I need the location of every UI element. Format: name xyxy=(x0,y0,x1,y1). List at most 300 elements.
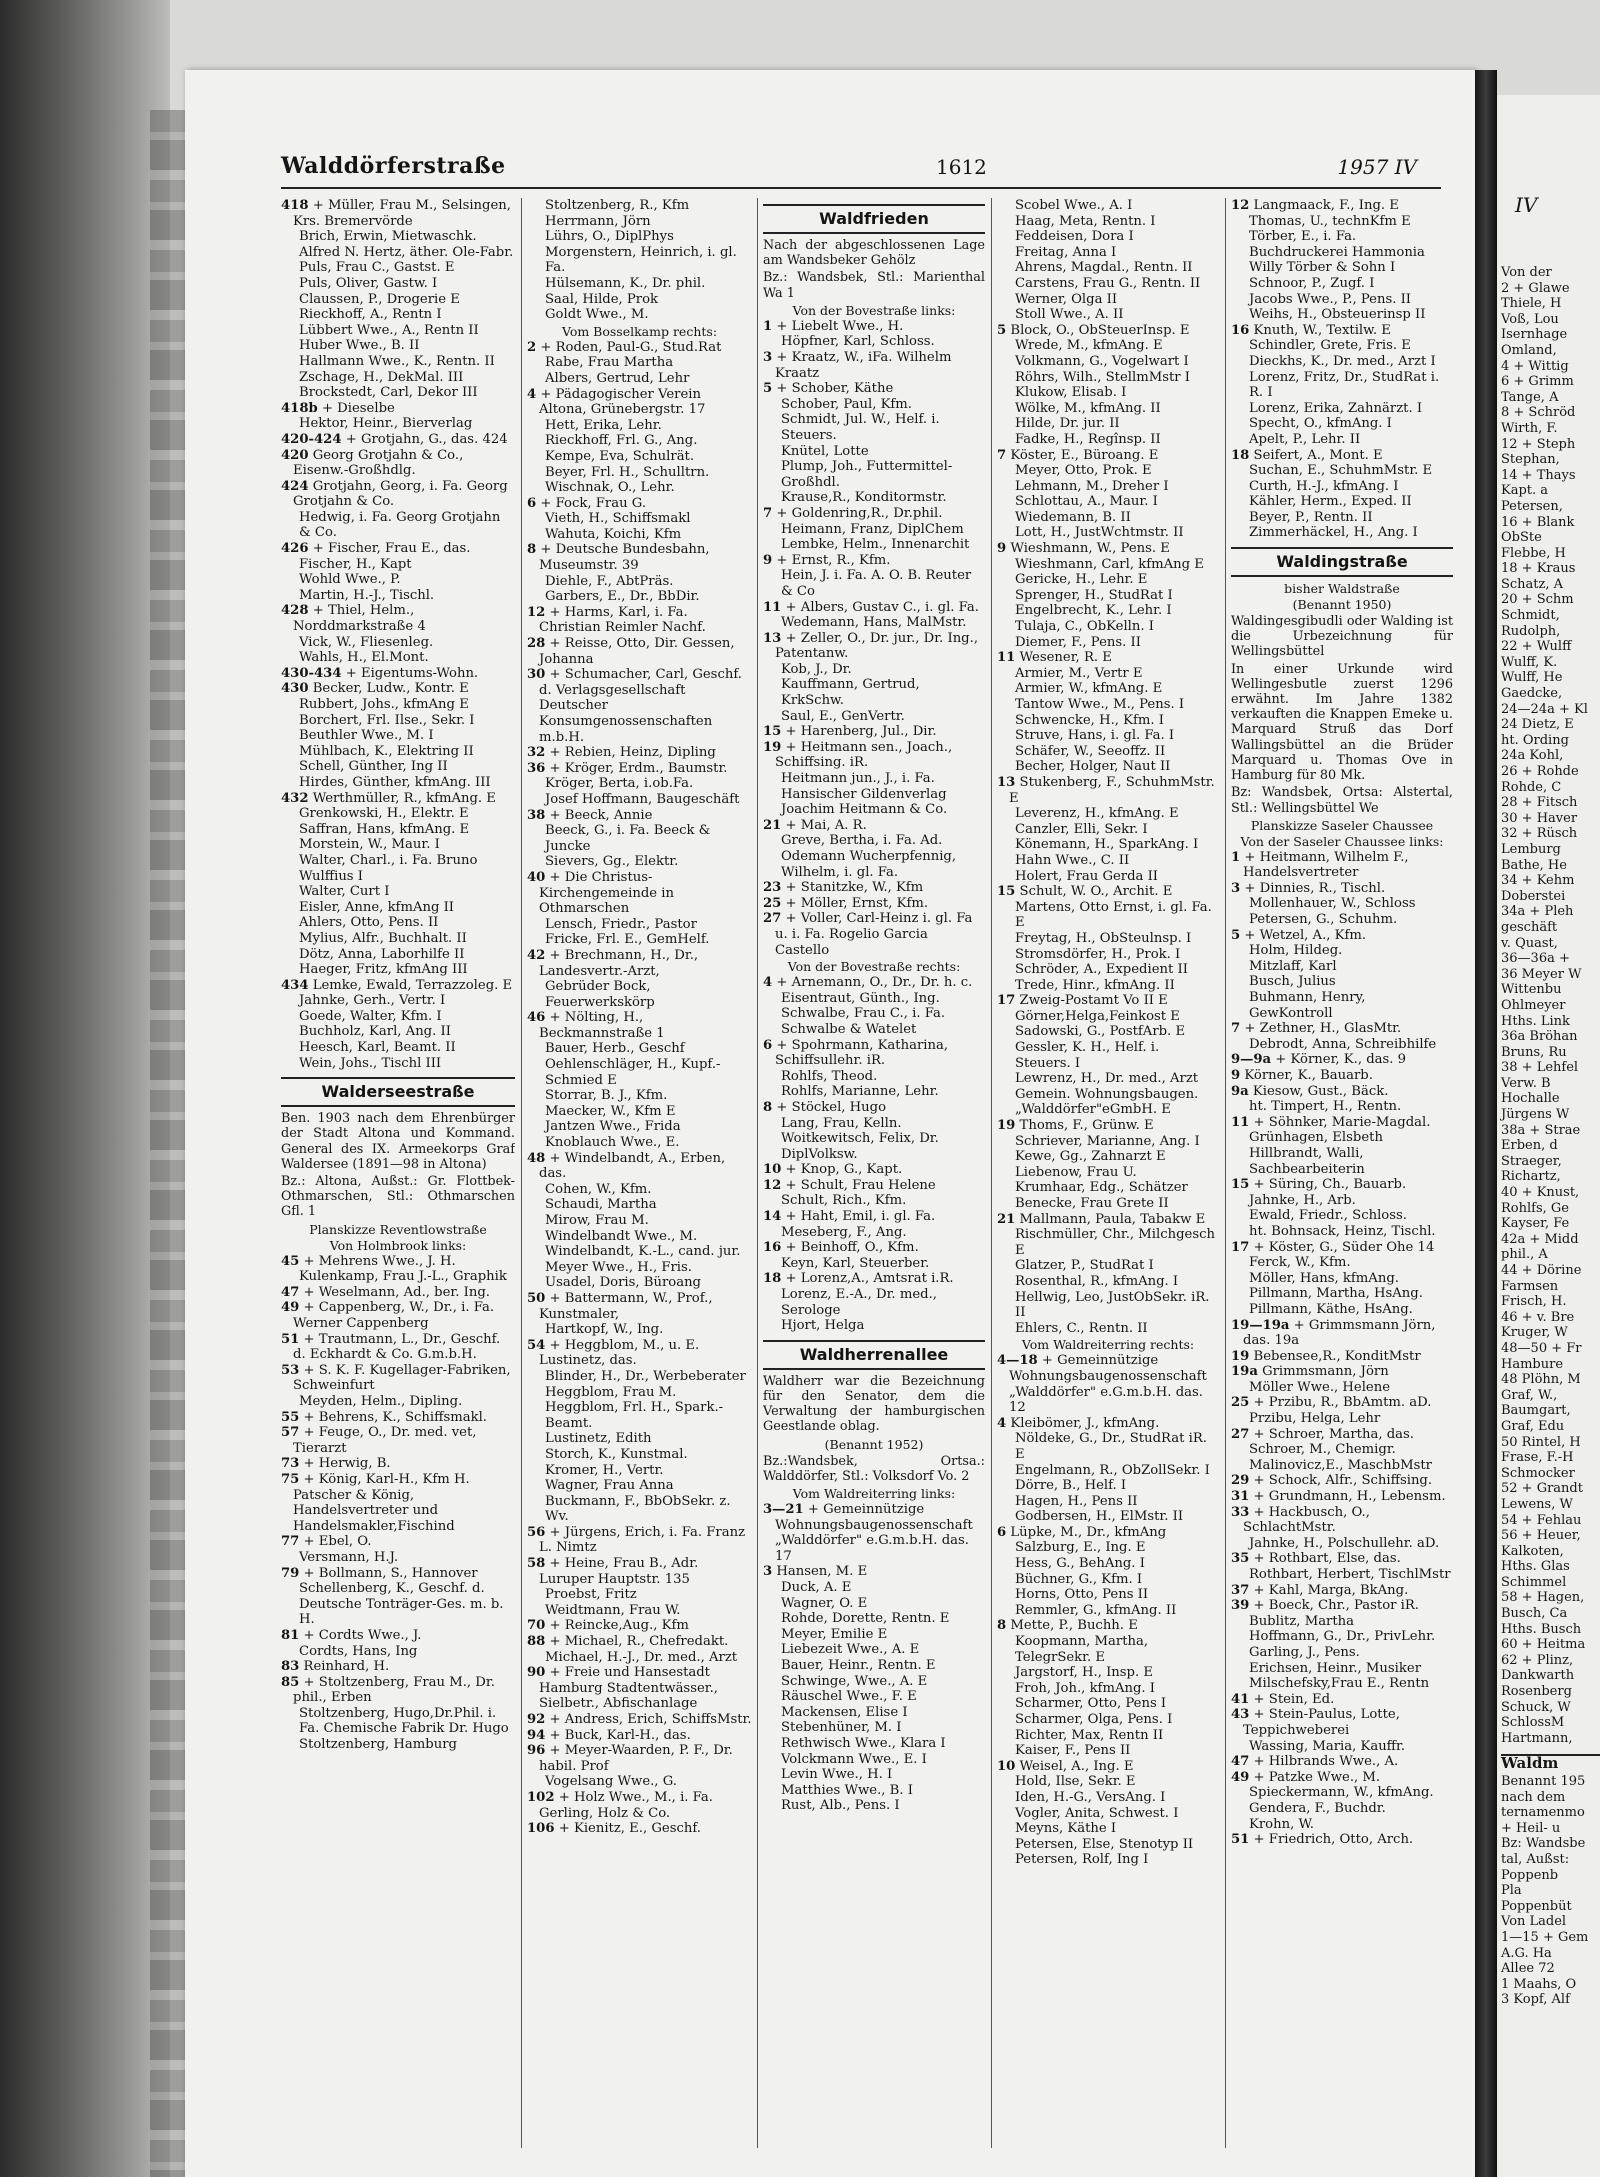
resident-entry: Petersen, G., Schuhm. xyxy=(1249,912,1398,928)
street-note: Waldherr war die Bezeichnung für den Senator, dem die Verwaltung der hamburgischen Geestlande oblag. xyxy=(763,1373,985,1435)
adjacent-page-header: IV xyxy=(1515,193,1538,217)
resident-entry: Weihs, H., Obsteuerinsp II xyxy=(1249,307,1426,323)
resident-entry: Apelt, P., Lehr. II xyxy=(1249,431,1361,447)
adjacent-page-line: 42a + Midd xyxy=(1501,1231,1579,1247)
resident-entry: Ahlers, Otto, Pens. II xyxy=(299,915,439,931)
adjacent-page-line: 52 + Grandt xyxy=(1501,1481,1583,1497)
adjacent-page-line: 8 + Schröd xyxy=(1501,405,1576,421)
house-number-entry: 21 + Mai, A. R. xyxy=(763,817,867,833)
resident-entry: Kromer, H., Vertr. xyxy=(545,1462,664,1478)
house-number-entry: 46 + Nölting, H., Beckmannstraße 1 xyxy=(527,1010,665,1041)
resident-entry: Alfred N. Hertz, äther. Ole-Fabr. xyxy=(299,244,514,260)
house-number-entry: 49 + Cappenberg, W., Dr., i. Fa. Werner Cappenberg xyxy=(281,1300,495,1332)
resident-entry: Vieth, H., Schiffsmakl xyxy=(545,511,691,527)
page-header xyxy=(281,153,1441,189)
resident-entry: Pillmann, Martha, HsAng. xyxy=(1249,1286,1423,1302)
resident-entry: Diehle, F., AbtPräs. xyxy=(545,573,674,589)
resident-entry: Mylius, Alfr., Buchhalt. II xyxy=(299,930,467,946)
resident-entry: Spieckermann, W., kfmAng. xyxy=(1249,1785,1434,1801)
house-number: 70 xyxy=(527,1618,546,1634)
adjacent-page-line: Petersen, xyxy=(1501,498,1563,514)
resident-entry: Holert, Frau Gerda II xyxy=(1015,868,1159,884)
resident-entry: Hedwig, i. Fa. Georg Grotjahn & Co. xyxy=(299,509,501,541)
resident-entry: Sprenger, H., StudRat I xyxy=(1015,587,1173,603)
adjacent-page-line: 30 + Haver xyxy=(1501,810,1578,826)
adjacent-page-line: phil., A xyxy=(1501,1247,1548,1263)
house-number: 19 xyxy=(997,1118,1016,1134)
adjacent-page-line: 2 + Glawe xyxy=(1501,280,1570,296)
house-number-entry: 8 Mette, P., Buchh. E xyxy=(997,1618,1138,1634)
resident-entry: Schellenberg, K., Geschf. d. Deutsche Tonträger-Ges. m. b. H. xyxy=(299,1581,504,1628)
resident-entry: ht. Bohnsack, Heinz, Tischl. xyxy=(1249,1223,1436,1239)
house-number: 1 xyxy=(763,318,773,334)
adjacent-page-line: 6 + Grimm xyxy=(1501,374,1574,390)
resident-entry: Stebenhüner, M. I xyxy=(781,1720,902,1736)
house-number-entry: 14 + Haht, Emil, i. gl. Fa. xyxy=(763,1209,936,1225)
house-number: 25 xyxy=(1231,1395,1250,1411)
resident-entry: Ahrens, Magdal., Rentn. II xyxy=(1015,260,1193,276)
adjacent-page-line: 12 + Steph xyxy=(1501,436,1576,452)
house-number: 7 xyxy=(997,447,1007,463)
house-number-entry: 96 + Meyer-Waarden, P. F., Dr. habil. Prof xyxy=(527,1743,733,1774)
adjacent-page-line: 32 + Rüsch xyxy=(1501,826,1578,842)
house-number: 5 xyxy=(1231,927,1241,943)
house-number-entry: 6 + Spohrmann, Katharina, Schiffsullehr. iR. xyxy=(763,1037,949,1069)
resident-entry: Ferck, W., Kfm. xyxy=(1249,1255,1351,1271)
house-number-entry: 4—18 + Gemeinnützige Wohnungsbaugenossenschaft „Walddörfer" e.G.m.b.H. das. 12 xyxy=(997,1353,1207,1416)
resident-entry: Maecker, W., Kfm E xyxy=(545,1103,676,1119)
resident-entry: Puls, Frau C., Gastst. E xyxy=(299,260,455,276)
house-number-entry: 23 + Stanitzke, W., Kfm xyxy=(763,880,924,896)
street-note: Nach der abgeschlossenen Lage am Wandsbeker Gehölz xyxy=(763,238,985,269)
adjacent-page-line: 60 + Heitma xyxy=(1501,1637,1586,1653)
house-number: 5 xyxy=(997,322,1007,338)
resident-entry: Saul, E., GenVertr. xyxy=(781,708,905,724)
resident-entry: Kaiser, F., Pens II xyxy=(1015,1743,1131,1759)
house-number: 16 xyxy=(763,1240,782,1256)
directory-column-3 xyxy=(763,198,985,2148)
resident-entry: Windelbandt, K.-L., cand. jur. xyxy=(545,1244,741,1260)
resident-entry: Wölke, M., kfmAng. II xyxy=(1015,400,1161,416)
house-number-entry: 5 + Wetzel, A., Kfm. xyxy=(1231,927,1367,943)
house-number: 28 xyxy=(527,636,546,652)
house-number-entry: 27 + Voller, Carl-Heinz i. gl. Fa u. i. Fa. Rogelio Garcia Castello xyxy=(763,911,973,958)
resident-entry: Lang, Frau, Kelln. xyxy=(781,1115,902,1131)
house-number-entry: 1 + Liebelt Wwe., H. xyxy=(763,318,904,334)
section-subheading: (Benannt 1950) xyxy=(1292,597,1392,613)
resident-entry: Koopmann, Martha, TelegrSekr. E xyxy=(1015,1634,1149,1665)
resident-entry: Huber Wwe., B. II xyxy=(299,338,420,354)
resident-entry: Rothbart, Herbert, TischlMstr xyxy=(1249,1567,1451,1583)
house-number-entry: 30 + Schumacher, Carl, Geschf. d. Verlagsgesellschaft Deutscher Konsumgenossenschaften m.b.H. xyxy=(527,667,742,745)
street-note: Bz.: Altona, Außst.: Gr. Flottbek-Othmarschen, Stl.: Othmarschen Gfl. 1 xyxy=(281,1174,515,1220)
adjacent-page-line: ObSte xyxy=(1501,530,1542,546)
resident-entry: Hartkopf, W., Ing. xyxy=(545,1322,664,1338)
adjacent-page-line: 50 Rintel, H xyxy=(1501,1434,1581,1450)
adjacent-page-line: Voß, Lou xyxy=(1501,311,1559,327)
adjacent-page-line: 38a + Strae xyxy=(1501,1122,1581,1138)
resident-entry: Kähler, Herm., Exped. II xyxy=(1249,494,1412,510)
adjacent-page-line: Hths. Busch xyxy=(1501,1621,1582,1637)
house-number-entry: 428 + Thiel, Helm., Norddmarkstraße 4 xyxy=(281,603,426,635)
resident-entry: ht. Timpert, H., Rentn. xyxy=(1249,1099,1402,1115)
house-number-entry: 420 Georg Grotjahn & Co., Eisenw.-Großhdlg. xyxy=(281,447,464,479)
house-number: 9 xyxy=(763,552,773,568)
adjacent-page-line: 16 + Blank xyxy=(1501,514,1575,530)
house-number: 434 xyxy=(281,977,309,993)
house-number-entry: 33 + Hackbusch, O., SchlachtMstr. xyxy=(1231,1504,1370,1536)
house-number: 96 xyxy=(527,1743,546,1759)
adjacent-page-line: Kayser, Fe xyxy=(1501,1216,1570,1232)
resident-entry: Heimann, Franz, DiplChem xyxy=(781,521,964,537)
house-number-entry: 3 + Dinnies, R., Tischl. xyxy=(1231,880,1386,896)
house-number: 38 xyxy=(527,807,546,823)
resident-entry: Struve, Hans, i. gl. Fa. I xyxy=(1015,728,1175,744)
directory-column-5 xyxy=(1231,198,1453,2148)
street-note: In einer Urkunde wird Wellingesbutle zuerst 1296 erwähnt. Im Jahre 1382 verkauften die Knappen Emeke u. Marquard Struß das Dorf Wallingsbüttel an die Brüder Marquard u. Thomas Ove in Hamburg für 80 Mk. xyxy=(1231,661,1453,784)
resident-entry: Schnoor, P., Zugf. I xyxy=(1249,275,1375,291)
adjacent-page-line: Schmidt, xyxy=(1501,608,1560,624)
resident-entry: Saffran, Hans, kfmAng. E xyxy=(299,821,470,837)
house-number-entry: 50 + Battermann, W., Prof., Kunstmaler, xyxy=(527,1290,713,1322)
house-number: 8 xyxy=(763,1099,773,1115)
house-number-entry: 6 + Fock, Frau G. xyxy=(527,495,647,511)
house-number: 21 xyxy=(763,817,782,833)
house-number: 19 xyxy=(763,739,782,755)
adjacent-page-line: ht. Ording xyxy=(1501,732,1569,748)
resident-entry: Dötz, Anna, Laborhilfe II xyxy=(299,946,465,962)
resident-entry: Liebenow, Frau U. xyxy=(1015,1164,1137,1180)
resident-entry: Matthies Wwe., B. I xyxy=(781,1782,913,1798)
resident-entry: Hilde, Dr. jur. II xyxy=(1015,416,1120,432)
resident-entry: Hess, G., BehAng. I xyxy=(1015,1556,1145,1572)
house-number: 424 xyxy=(281,478,309,494)
resident-entry: Lustinetz, Edith xyxy=(545,1431,652,1447)
house-number-entry: 430 Becker, Ludw., Kontr. E xyxy=(281,681,469,697)
adjacent-page-line: Erben, d xyxy=(1501,1138,1558,1154)
house-number-entry: 27 + Schroer, Martha, das. xyxy=(1231,1426,1414,1442)
resident-entry: Zimmerhäckel, H., Ang. I xyxy=(1249,525,1418,541)
resident-entry: Storch, K., Kunstmal. xyxy=(545,1446,688,1462)
adjacent-page-line: 36—36a + xyxy=(1501,951,1570,967)
house-number-entry: 85 + Stoltzenberg, Frau M., Dr. phil., Erben xyxy=(281,1674,495,1706)
house-number-entry: 70 + Reincke,Aug., Kfm xyxy=(527,1618,689,1634)
resident-entry: Glatzer, P., StudRat I xyxy=(1015,1258,1154,1274)
resident-entry: Hjort, Helga xyxy=(781,1318,865,1334)
adjacent-page-line: Schmocker xyxy=(1501,1465,1575,1481)
adjacent-page-line: Farmsen xyxy=(1501,1278,1559,1294)
resident-entry: Brich, Erwin, Mietwaschk. xyxy=(299,229,477,245)
house-number: 17 xyxy=(997,993,1016,1009)
resident-entry: Volckmann Wwe., E. I xyxy=(781,1751,927,1767)
resident-entry: Morgenstern, Heinrich, i. gl. Fa. xyxy=(545,244,737,276)
adjacent-page-line: 24 Dietz, E xyxy=(1501,717,1574,733)
section-subheading: Von der Bovestraße rechts: xyxy=(787,959,961,975)
house-number-entry: 430-434 + Eigentums-Wohn. xyxy=(281,665,479,681)
resident-entry: Lorenz, E.-A., Dr. med., Serologe xyxy=(781,1287,937,1318)
house-number-entry: 49 + Patzke Wwe., M. xyxy=(1231,1769,1381,1785)
resident-entry: Storrar, B. J., Kfm. xyxy=(545,1088,668,1104)
house-number-entry: 19a Grimmsmann, Jörn xyxy=(1231,1364,1389,1380)
house-number-entry: 36 + Kröger, Erdm., Baumstr. xyxy=(527,760,728,776)
house-number-entry: 92 + Andress, Erich, SchiffsMstr. xyxy=(527,1712,752,1727)
resident-entry: Schell, Günther, Ing II xyxy=(299,759,448,775)
resident-entry: Mackensen, Elise I xyxy=(781,1704,908,1720)
resident-entry: Rischmüller, Chr., Milchgesch E xyxy=(1015,1227,1215,1258)
resident-entry: Dieckhs, K., Dr. med., Arzt I xyxy=(1249,353,1436,369)
resident-entry: Möller Wwe., Helene xyxy=(1249,1379,1391,1395)
directory-column-1 xyxy=(281,198,515,2148)
resident-entry: Scobel Wwe., A. I xyxy=(1015,198,1133,213)
resident-entry: Schwalbe, Frau C., i. Fa. Schwalbe & Watelet xyxy=(781,1006,946,1037)
house-number-entry: 54 + Heggblom, M., u. E. Lustinetz, das. xyxy=(527,1337,700,1369)
house-number-entry: 19 + Heitmann sen., Joach., Schiffsing. iR. xyxy=(763,739,953,771)
resident-entry: Milschefsky,Frau E., Rentn xyxy=(1249,1676,1430,1692)
section-subheading: Planskizze Saseler Chaussee xyxy=(1250,817,1434,833)
resident-entry: Lehmann, M., Dreher I xyxy=(1015,478,1169,494)
adjacent-page-line: Jürgens W xyxy=(1501,1107,1570,1123)
resident-entry: Oehlenschläger, H., Kupf.-Schmied E xyxy=(545,1057,721,1088)
resident-entry: Duck, A. E xyxy=(781,1580,852,1595)
resident-entry: Tulaja, C., ObKelln. I xyxy=(1015,619,1154,635)
resident-entry: Mirow, Frau M. xyxy=(545,1213,649,1228)
adjacent-page-line: geschäft xyxy=(1501,919,1558,935)
resident-entry: Krause,R., Konditormstr. xyxy=(781,490,947,506)
house-number-entry: 13 Stukenberg, F., SchuhmMstr. E xyxy=(997,774,1215,806)
resident-entry: Remmler, G., kfmAng. II xyxy=(1015,1602,1177,1618)
resident-entry: Sadowski, G., PostfArb. E xyxy=(1015,1024,1186,1040)
resident-entry: Gericke, H., Lehr. E xyxy=(1015,572,1148,588)
house-number: 75 xyxy=(281,1471,300,1487)
house-number: 55 xyxy=(281,1409,300,1425)
adjacent-page-line: Flebbe, H xyxy=(1501,545,1566,561)
resident-entry: Wagner, O. E xyxy=(781,1595,868,1611)
resident-entry: Wohld Wwe., P. xyxy=(299,572,401,588)
resident-entry: Freytag, H., ObSteulnsp. I xyxy=(1015,930,1192,946)
house-number: 6 xyxy=(527,495,537,511)
resident-entry: Möller, Hans, kfmAng. xyxy=(1249,1270,1399,1286)
resident-entry: Hektor, Heinr., Bierverlag xyxy=(299,416,473,432)
house-number: 23 xyxy=(763,880,782,896)
resident-entry: Schult, Rich., Kfm. xyxy=(781,1193,907,1209)
house-number-entry: 11 + Söhnker, Marie-Magdal. xyxy=(1231,1114,1431,1130)
house-number: 49 xyxy=(281,1300,300,1316)
resident-entry: Schwinge, Wwe., A. E xyxy=(781,1673,928,1689)
resident-entry: Werner, Olga II xyxy=(1015,291,1118,307)
house-number-entry: 19—19a + Grimmsmann Jörn, das. 19a xyxy=(1231,1317,1436,1349)
resident-entry: Willy Törber & Sohn I xyxy=(1249,260,1396,276)
house-number: 15 xyxy=(997,884,1016,900)
resident-entry: Cohen, W., Kfm. xyxy=(545,1181,652,1197)
resident-entry: Kob, J., Dr. xyxy=(781,661,852,677)
house-number: 19 xyxy=(1231,1348,1250,1364)
resident-entry: Lorenz, Fritz, Dr., StudRat i. R. I xyxy=(1249,369,1440,401)
house-number: 16 xyxy=(1231,322,1250,338)
house-number: 46 xyxy=(527,1010,546,1026)
resident-entry: Kewe, Gg., Zahnarzt E xyxy=(1015,1149,1166,1165)
street-section-title: Waldfrieden xyxy=(763,204,985,234)
section-subheading: Vom Waldreiterring links: xyxy=(792,1486,956,1502)
house-number: 27 xyxy=(763,911,782,927)
adjacent-page-line: 36a Bröhan xyxy=(1501,1029,1578,1045)
resident-entry: Suchan, E., SchuhmMstr. E xyxy=(1249,463,1433,479)
resident-entry: Rosenthal, R., kfmAng. I xyxy=(1015,1273,1179,1289)
house-number: 51 xyxy=(1231,1832,1250,1848)
house-number: 35 xyxy=(1231,1551,1250,1567)
resident-entry: Rabe, Frau Martha xyxy=(545,355,674,371)
house-number-entry: 41 + Stein, Ed. xyxy=(1231,1691,1335,1707)
resident-entry: Fadke, H., Regînsp. II xyxy=(1015,431,1161,447)
resident-entry: Wassing, Maria, Kauffr. xyxy=(1249,1738,1406,1754)
house-number: 30 xyxy=(527,667,546,683)
resident-entry: Schäfer, W., Seeoffz. II xyxy=(1015,743,1166,759)
house-number: 31 xyxy=(1231,1489,1250,1505)
house-number: 10 xyxy=(997,1758,1016,1774)
resident-entry: Heesch, Karl, Beamt. II xyxy=(299,1040,456,1056)
adjacent-page-line: Poppenb xyxy=(1501,1867,1559,1883)
house-number-entry: 51 + Friedrich, Otto, Arch. xyxy=(1231,1832,1414,1848)
house-number-entry: 434 Lemke, Ewald, Terrazzoleg. E xyxy=(281,977,513,993)
resident-entry: Wahuta, Koichi, Kfm xyxy=(545,526,682,542)
resident-entry: Goede, Walter, Kfm. I xyxy=(299,1008,442,1024)
house-number: 430 xyxy=(281,681,309,697)
resident-entry: Leverenz, H., kfmAng. E xyxy=(1015,806,1179,822)
adjacent-page-line: 34 + Kehm xyxy=(1501,873,1575,889)
resident-entry: Martin, H.-J., Tischl. xyxy=(299,587,435,603)
house-number-entry: 25 + Przibu, R., BbAmtm. aD. xyxy=(1231,1395,1432,1411)
house-number: 4 xyxy=(763,975,773,991)
resident-entry: Woitkewitsch, Felix, Dr. DiplVolksw. xyxy=(781,1131,939,1162)
adjacent-page-line: Tange, A xyxy=(1501,389,1559,405)
resident-entry: Kröger, Berta, i.ob.Fa. xyxy=(545,776,694,792)
resident-entry: Schaudi, Martha xyxy=(545,1197,657,1213)
resident-entry: Busch, Julius xyxy=(1249,974,1336,990)
resident-entry: Lührs, O., DiplPhys xyxy=(545,229,674,245)
street-note: Bz.: Wandsbek, Stl.: Marienthal Wa 1 xyxy=(763,270,985,301)
resident-entry: Schriever, Marianne, Ang. I xyxy=(1015,1133,1200,1149)
house-number-entry: 88 + Michael, R., Chefredakt. xyxy=(527,1634,729,1650)
street-note: Bz.:Wandsbek, Ortsa.: Walddörfer, Stl.: Volksdorf Vo. 2 xyxy=(763,1453,985,1484)
adjacent-page-line: Doberstei xyxy=(1501,888,1566,904)
house-number: 79 xyxy=(281,1565,300,1581)
adjacent-page-line: 40 + Knust, xyxy=(1501,1185,1580,1201)
resident-entry: Herrmann, Jörn xyxy=(545,213,651,229)
house-number-entry: 6 Lüpke, M., Dr., kfmAng xyxy=(997,1524,1167,1540)
house-number-entry: 56 + Jürgens, Erich, i. Fa. Franz L. Nimtz xyxy=(527,1524,746,1556)
house-number-entry: 9a Kiesow, Gust., Bäck. xyxy=(1231,1083,1389,1099)
resident-entry: Greve, Bertha, i. Fa. Ad. Odemann Wucherpfennig, Wilhelm, i. gl. Fa. xyxy=(781,833,957,880)
house-number-entry: 3 Hansen, M. E xyxy=(763,1564,868,1580)
resident-entry: Höpfner, Karl, Schloss. xyxy=(781,334,935,350)
resident-entry: Puls, Oliver, Gastw. I xyxy=(299,275,438,291)
resident-entry: Walter, Charl., i. Fa. Bruno Wulffius I xyxy=(299,852,478,884)
house-number-entry: 42 + Brechmann, H., Dr., Landesvertr.-Arzt, xyxy=(527,947,699,979)
resident-entry: Haag, Meta, Rentn. I xyxy=(1015,213,1156,229)
house-number: 430-434 xyxy=(281,665,342,681)
adjacent-page-fragment xyxy=(1497,95,1600,2177)
adjacent-page-line: Schatz, A xyxy=(1501,576,1564,592)
house-number-entry: 7 + Zethner, H., GlasMtr. xyxy=(1231,1021,1402,1037)
binding-edge xyxy=(150,110,190,2177)
house-number-entry: 12 Langmaack, F., Ing. E xyxy=(1231,198,1399,213)
house-number: 13 xyxy=(997,774,1016,790)
resident-entry: Curth, H.-J., kfmAng. I xyxy=(1249,478,1399,494)
adjacent-page-line: 18 + Kraus xyxy=(1501,561,1576,577)
adjacent-page-line: Rosenberg xyxy=(1501,1684,1572,1700)
house-number: 426 xyxy=(281,541,309,557)
adjacent-page-line: 26 + Rohde xyxy=(1501,764,1579,779)
resident-entry: Wagner, Frau Anna xyxy=(545,1478,674,1494)
adjacent-page-line: Benannt 195 xyxy=(1501,1774,1586,1789)
resident-entry: Mühlbach, K., Elektring II xyxy=(299,743,474,759)
resident-entry: Brockstedt, Carl, Dekor III xyxy=(299,385,478,401)
resident-entry: Eisler, Anne, kfmAng II xyxy=(299,899,455,915)
adjacent-page-line: + Heil- u xyxy=(1501,1820,1561,1836)
house-number-entry: 21 Mallmann, Paula, Tabakw E xyxy=(997,1211,1206,1227)
resident-entry: Stoltzenberg, Hugo,Dr.Phil. i. Fa. Chemische Fabrik Dr. Hugo Stoltzenberg, Hamburg xyxy=(299,1705,509,1753)
adjacent-page-line: Ohlmeyer xyxy=(1501,997,1566,1013)
resident-entry: Levin Wwe., H. I xyxy=(781,1767,893,1783)
house-number-entry: 32 + Rebien, Heinz, Dipling xyxy=(527,745,716,761)
adjacent-page-line: Isernhage xyxy=(1501,327,1568,343)
adjacent-page-section-title: Waldm xyxy=(1501,1754,1600,1772)
house-number: 15 xyxy=(1231,1177,1250,1193)
house-number-entry: 39 + Boeck, Chr., Pastor iR. xyxy=(1231,1598,1419,1614)
header-page-number: 1612 xyxy=(936,155,987,179)
house-number-entry: 12 + Schult, Frau Helene xyxy=(763,1177,936,1193)
house-number: 12 xyxy=(1231,198,1250,213)
house-number: 9a xyxy=(1231,1083,1249,1099)
house-number: 50 xyxy=(527,1290,546,1306)
house-number: 8 xyxy=(997,1618,1007,1634)
resident-entry: Claussen, P., Drogerie E xyxy=(299,291,460,307)
adjacent-page-line: Rudolph, xyxy=(1501,623,1561,639)
resident-entry: Weidtmann, Frau W. xyxy=(545,1602,681,1618)
resident-entry: Liebezeit Wwe., A. E xyxy=(781,1642,920,1658)
house-number-entry: 81 + Cordts Wwe., J. xyxy=(281,1627,422,1643)
adjacent-page-line: Lemburg xyxy=(1501,841,1561,857)
resident-entry: Rieckhoff, Frl. G., Ang. xyxy=(545,433,698,449)
adjacent-page-line: 1 Maahs, O xyxy=(1501,1976,1577,1992)
resident-entry: Froh, Joh., kfmAng. I xyxy=(1015,1680,1155,1696)
resident-entry: Nöldeke, G., Dr., StudRat iR. E xyxy=(1015,1431,1207,1462)
resident-entry: Debrodt, Anna, Schreibhilfe xyxy=(1249,1036,1437,1052)
column-divider xyxy=(521,198,522,2148)
adjacent-page-line: 34a + Pleh xyxy=(1501,904,1574,920)
resident-entry: Scharmer, Olga, Pens. I xyxy=(1015,1712,1173,1727)
house-number-entry: 426 + Fischer, Frau E., das. xyxy=(281,541,471,557)
house-number: 1 xyxy=(1231,849,1241,865)
adjacent-page-line: ternamenmo xyxy=(1501,1805,1585,1821)
section-subheading: Von Holmbrook links: xyxy=(329,1237,467,1253)
resident-entry: Trede, Hinr., kfmAng. II xyxy=(1015,977,1175,993)
resident-entry: Sievers, Gg., Elektr. xyxy=(545,854,679,870)
house-number-entry: 432 Werthmüller, R., kfmAng. E xyxy=(281,790,496,806)
resident-entry: Cordts, Hans, Ing xyxy=(299,1643,418,1659)
adjacent-page-line: A.G. Ha xyxy=(1501,1945,1552,1961)
adjacent-page-line: Hambure xyxy=(1501,1356,1564,1372)
adjacent-page-line: 28 + Fitsch xyxy=(1501,795,1578,811)
adjacent-page-line: Lewens, W xyxy=(1501,1496,1573,1512)
street-section-title: Waldherrenallee xyxy=(763,1340,985,1370)
adjacent-page-line: Von Ladel xyxy=(1501,1914,1567,1930)
house-number-entry: 7 Köster, E., Büroang. E xyxy=(997,447,1159,463)
house-number-entry: 47 + Hilbrands Wwe., A. xyxy=(1231,1754,1399,1770)
resident-entry: Gemein. Wohnungsbaugen. „Walddörfer"eGmbH. E xyxy=(1015,1086,1199,1118)
resident-entry: Zschage, H., DekMal. III xyxy=(299,369,464,385)
resident-entry: Räuschel Wwe., F. E xyxy=(781,1689,917,1705)
resident-entry: Salzburg, E., Ing. E xyxy=(1015,1540,1146,1556)
